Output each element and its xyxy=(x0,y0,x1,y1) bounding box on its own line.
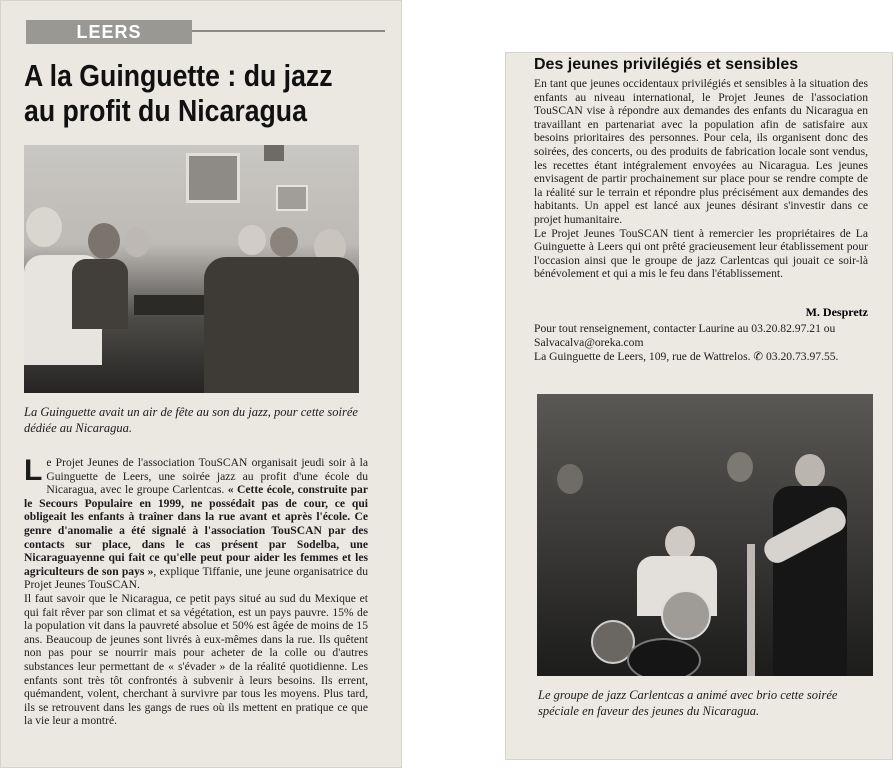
people-group-right xyxy=(204,257,359,393)
article-quote: « Cette école, construite par le Secours Populaire en 1999, ne possédait pas de cour, ce qui obligeait les enfants à traîner dans la rue avant et après l'école. Ce genre d'anomalie a été signalé à l'association TouSCAN par des contacts sur place, dans le cas présent par Sodelba, une Nicaraguayenne qui fait ce qu'elle peut pour aider les femmes et les agriculteurs de son pays » xyxy=(24,483,368,578)
contact-info: Pour tout renseignement, contacter Laurine au 03.20.82.97.21 ou Salvacalva@oreka.com xyxy=(534,322,836,349)
headline xyxy=(24,58,342,128)
person-head xyxy=(238,225,266,255)
musician-head xyxy=(557,464,583,494)
article-intro: e Projet Jeunes de l'association TouSCAN organisait jeudi soir à la Guinguette de Leers, une soirée jazz au profit d'une école du Nicaragua, avec le groupe Carlentcas. xyxy=(46,456,368,497)
guitarist-head xyxy=(795,454,825,488)
person-body xyxy=(72,259,128,329)
left-newspaper-clipping xyxy=(0,0,402,768)
article-quote-attribution: , explique Tiffanie, une jeune organisatrice du Projet Jeunes TouSCAN. xyxy=(24,564,368,592)
section-rule xyxy=(192,30,385,32)
drop-cap: L xyxy=(24,454,43,487)
person-head xyxy=(88,223,120,259)
wall-picture-right xyxy=(276,185,308,211)
band-photo-caption: Le groupe de jazz Carlentcas a animé avec brio cette soirée spéciale en faveur des jeunes du Nicaragua. xyxy=(538,688,838,718)
article-paragraph-2: Il faut savoir que le Nicaragua, ce petit pays situé au sud du Mexique et qui fait rêver par son climat et sa végétation, est un pays pauvre. 15% de la population vit dans la pauvreté absolue et 50% est âgée de moins de 15 ans. Beaucoup de jeunes sont livrés à eux-mêmes dans la rue. Ils quêtent non pas pour se nourrir mais pour acheter de la colle ou d'autres substances leur permettant de « s'évader » de la réalité quotidienne. Les enfants sont très tôt confrontés à subvenir à leurs besoins. Ils errent, quémandent, volent, cherchant à survivre par tous les moyens. Plus tard, ils se retrouvent dans les gangs de rues où ils mettent en pratique ce que la vie leur a montré. xyxy=(24,591,368,728)
author-signature: M. Despretz xyxy=(805,305,868,319)
band-photo xyxy=(537,394,873,676)
headline-line-1: A la Guinguette : du jazz xyxy=(24,58,333,93)
right-paragraph-1: En tant que jeunes occidentaux privilégiés et sensibles à la situation des enfants au niveau international, le Projet Jeunes de l'association TouSCAN vise à répondre aux demandes des enfants du Nicaragua en travaillant en partenariat avec la population afin de satisfaire aux besoins prioritaires des personnes. Pour cela, ils organisent donc des soirées, des concerts, ou des produits de fabrication locale sont vendus, les recettes étant intégralement envoyées au Nicaragua. Les jeunes envisagent de partir prochainement sur place pour se rendre compte de la réalité sur le terrain et répondre plus précisément aux demandes des habitants. Un appel est lancé aux jeunes désirant s'investir dans ce projet humanitaire. xyxy=(534,77,868,226)
drum xyxy=(661,590,711,640)
person-head xyxy=(270,227,298,257)
wall-picture-frame xyxy=(186,153,240,203)
guitar-neck xyxy=(747,544,755,676)
article-body xyxy=(24,456,368,728)
bass-drum xyxy=(627,638,701,676)
headline-line-2: au profit du Nicaragua xyxy=(24,93,307,128)
guinguette-photo xyxy=(24,145,359,393)
drummer-head xyxy=(665,526,695,560)
venue-address: La Guinguette de Leers, 109, rue de Wattrelos. ✆ 03.20.73.97.55. xyxy=(534,350,839,363)
musician-head xyxy=(727,452,753,482)
subheading: Des jeunes privilégiés et sensibles xyxy=(534,56,799,73)
right-paragraph-2: Le Projet Jeunes TouSCAN tient à remercier les propriétaires de La Guinguette à Leers qui ont prêté gracieusement leur établissement pour l'occasion ainsi que le groupe de jazz Carlentcas qui jouait ce soir-là bénévolement et qui a mis le feu dans l'établissement. xyxy=(534,226,868,281)
wall-picture-small xyxy=(264,145,284,161)
right-article-body xyxy=(534,77,868,281)
person-head xyxy=(26,207,62,247)
person-head xyxy=(124,227,150,257)
photo-caption: La Guinguette avait un air de fête au son du jazz, pour cette soirée dédiée au Nicaragua. xyxy=(24,405,358,435)
section-tag: LEERS xyxy=(26,20,192,44)
